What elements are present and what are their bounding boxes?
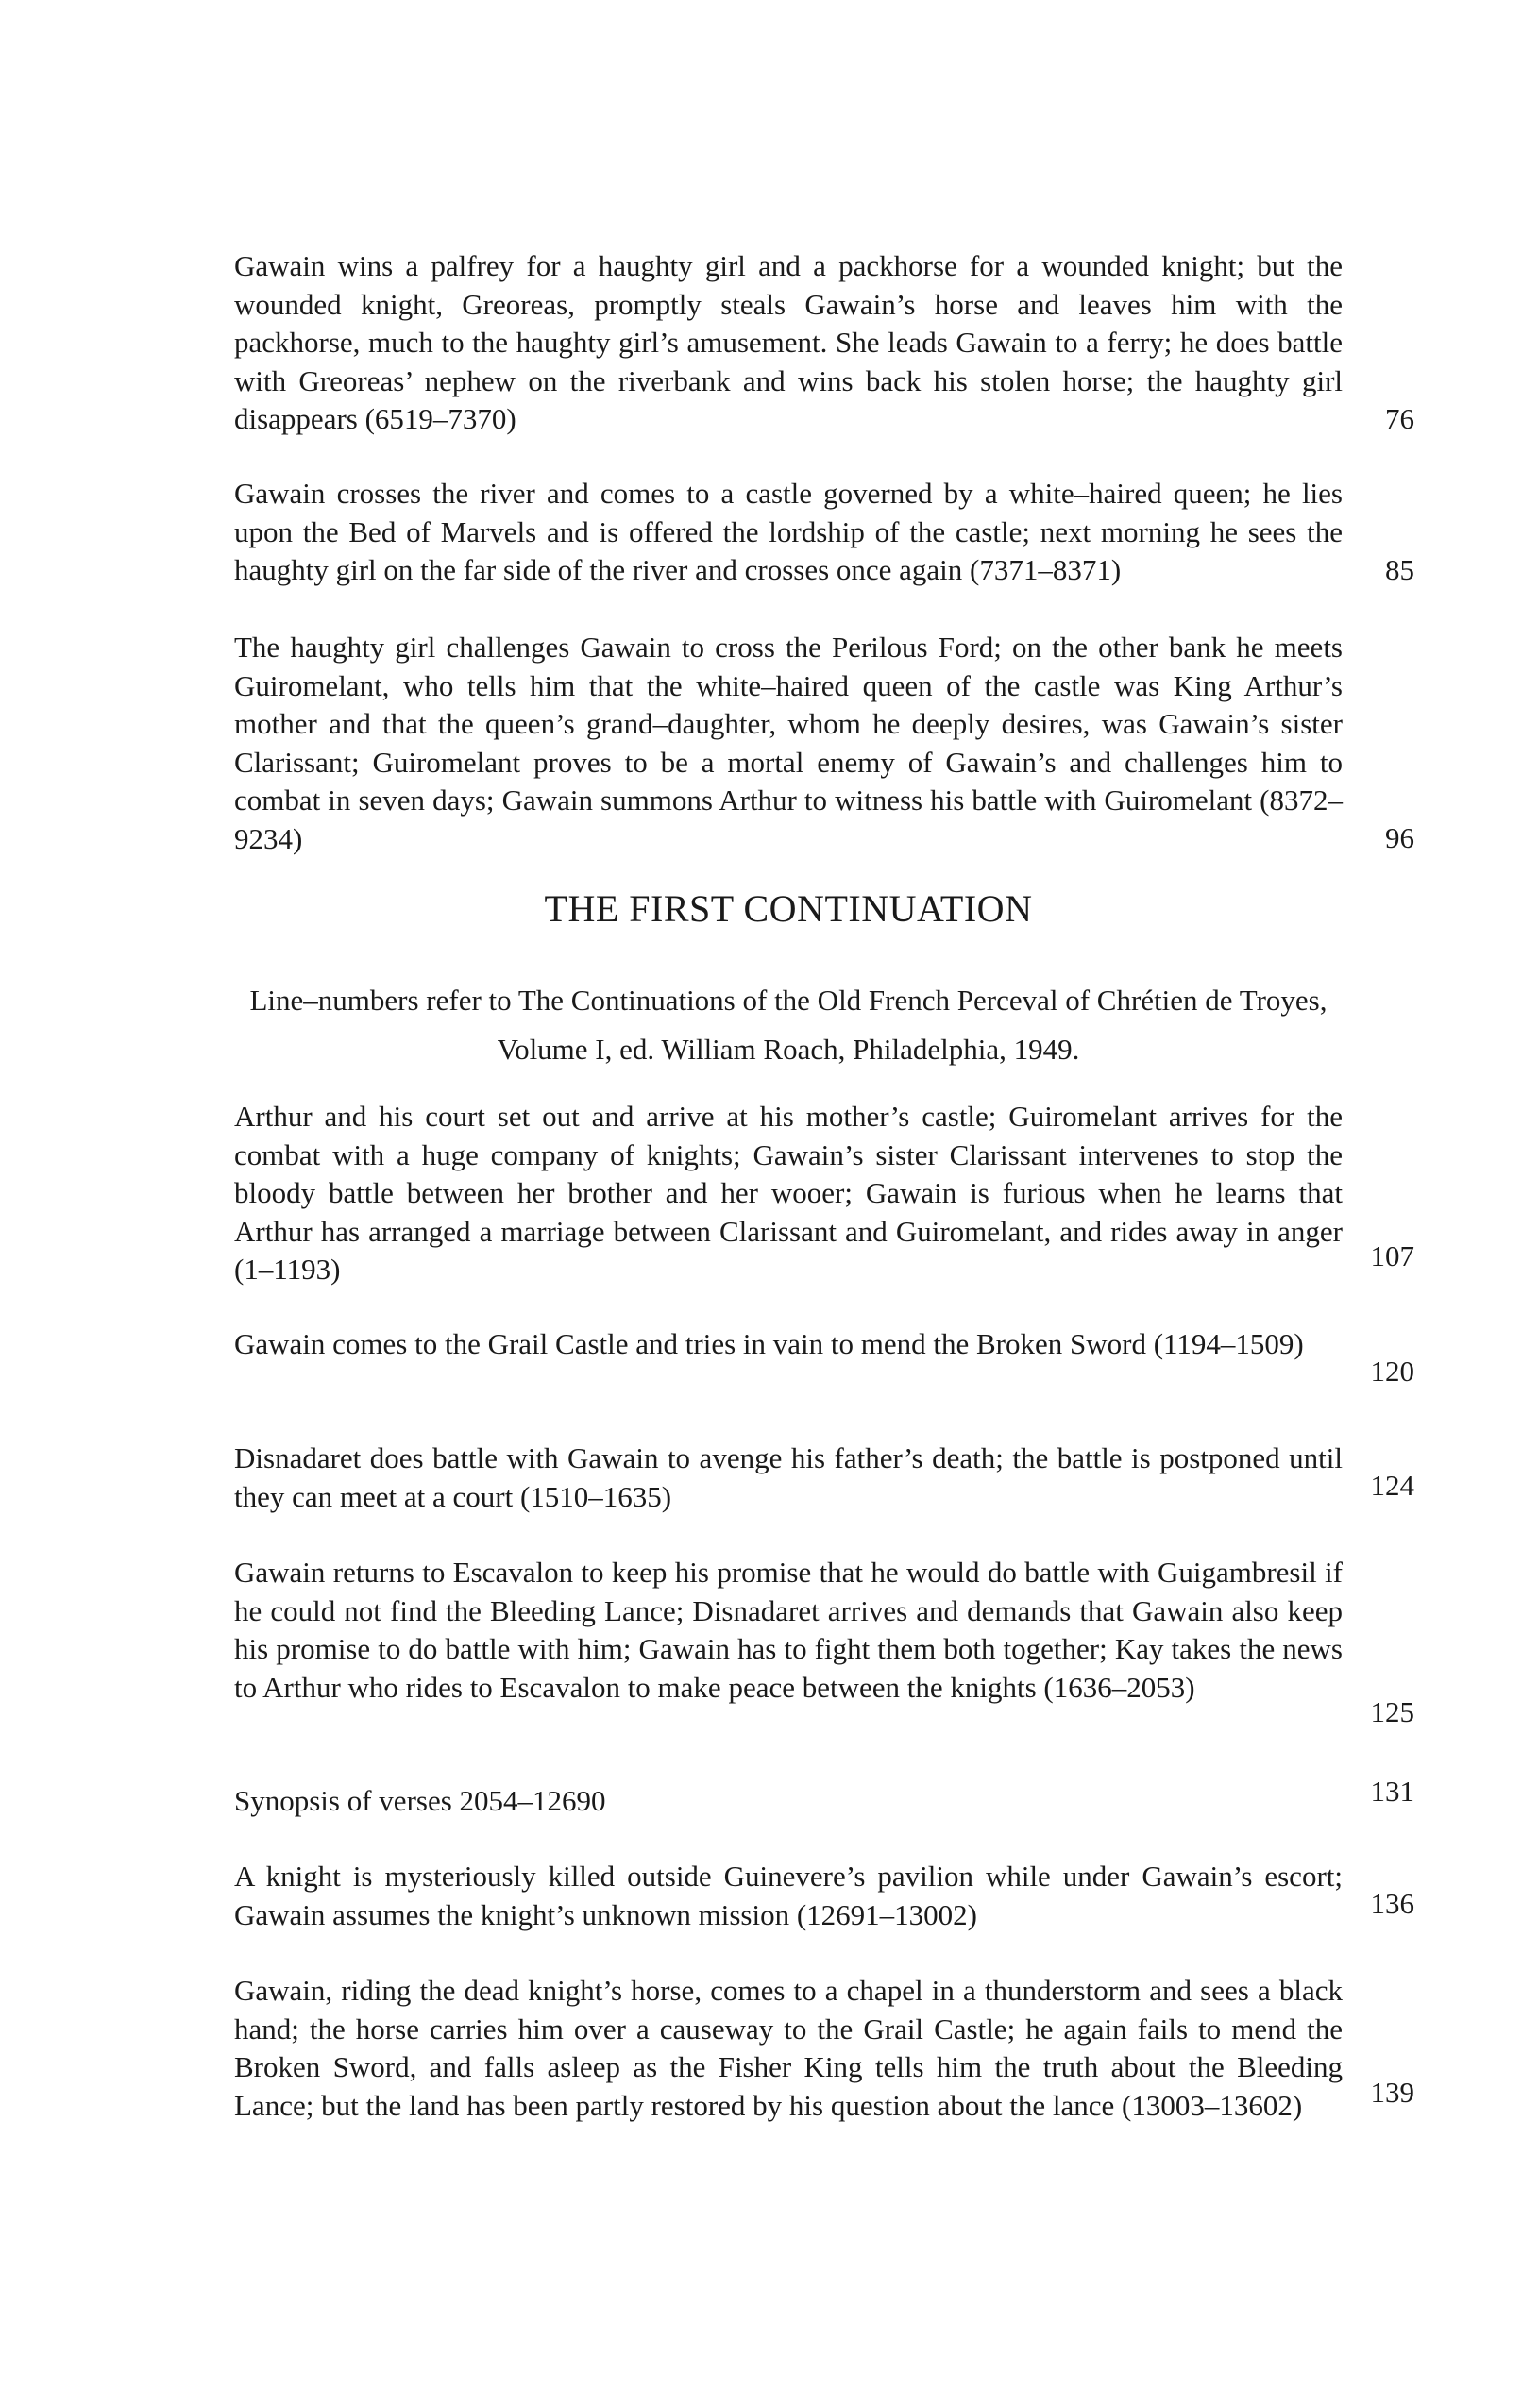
entry-summary: Disnadaret does battle with Gawain to avenge his father’s death; the battle is postponed until they can meet at a court (1510–1635) [234, 1441, 1343, 1513]
contents-entry [234, 1972, 1414, 2125]
entry-page-number: 136 [1370, 1887, 1414, 1920]
contents-entry [234, 1554, 1414, 1728]
entry-summary: Gawain comes to the Grail Castle and tries in vain to mend the Broken Sword (1194–1509) [234, 1327, 1304, 1360]
entry-page-number: 96 [1385, 821, 1414, 854]
entry-summary: Gawain returns to Escavalon to keep his promise that he would do battle with Guigambresil if he could not find the Bleeding Lance; Disnadaret arrives and demands that Gawain also keep his promise to do battle with him; Gawain has to fight them both together; Kay takes the news to Arthur who rides to Escavalon to make peace between the knights (1636–2053) [234, 1556, 1343, 1704]
contents-entry [234, 247, 1414, 439]
contents-entry [234, 1440, 1414, 1516]
entry-page-number: 139 [1370, 2076, 1414, 2109]
entry-summary: Gawain crosses the river and comes to a castle governed by a white–haired queen; he lies upon the Bed of Marvels and is offered the lordship of the castle; next morning he sees the haughty girl on the far side of the river and crosses once again (7371–8371) [234, 477, 1343, 586]
section-heading: THE FIRST CONTINUATION [544, 887, 1033, 930]
entry-page-number: 107 [1370, 1239, 1414, 1272]
entry-page-number: 125 [1370, 1695, 1414, 1728]
entry-page-number: 85 [1385, 553, 1414, 586]
entry-summary: Synopsis of verses 2054–12690 [234, 1784, 606, 1817]
contents-entry [234, 475, 1414, 590]
entry-page-number: 131 [1370, 1775, 1414, 1808]
entry-summary: Arthur and his court set out and arrive at his mother’s castle; Guiromelant arrives for the combat with a huge company of knights; Gawain’s sister Clarissant intervenes to stop the bloody battle between her brother and her wooer; Gawain is furious when he learns that Arthur has arranged a marriage between Clarissant and Guiromelant, and rides away in anger (1–1193) [234, 1100, 1343, 1286]
entry-page-number: 76 [1385, 402, 1414, 435]
section-note: Line–numbers refer to The Continuations of the Old French Perceval of Chrétien de Troyes, Volume I, ed. William Roach, Philadelphia, 1949. [249, 984, 1328, 1066]
contents-entry [234, 629, 1414, 858]
entry-page-number: 124 [1370, 1469, 1414, 1502]
entry-summary: A knight is mysteriously killed outside Guinevere’s pavilion while under Gawain’s escort; Gawain assumes the knight’s unknown mission (12691–13002) [234, 1860, 1343, 1931]
contents-entry [234, 1775, 1414, 1821]
contents-entry [234, 1325, 1414, 1388]
entry-page-number: 120 [1370, 1355, 1414, 1388]
contents-entry [234, 1098, 1414, 1289]
entry-summary: The haughty girl challenges Gawain to cross the Perilous Ford; on the other bank he meets Guiromelant, who tells him that the white–haired queen of the castle was King Arthur’s mother and that the queen’s grand–daughter, whom he deeply desires, was Gawain’s sister Clarissant; Guiromelant proves to be a mortal enemy of Gawain’s and challenges him to combat in seven days; Gawain summons Arthur to witness his battle with Guiromelant (8372–9234) [234, 631, 1343, 855]
contents-entry [234, 1858, 1414, 1934]
entry-summary: Gawain wins a palfrey for a haughty girl and a packhorse for a wounded knight; but the wounded knight, Greoreas, promptly steals Gawain’s horse and leaves him with the packhorse, much to the haughty girl’s amusement. She leads Gawain to a ferry; he does battle with Greoreas’ nephew on the riverbank and wins back his stolen horse; the haughty girl disappears (6519–7370) [234, 249, 1343, 435]
entry-summary: Gawain, riding the dead knight’s horse, comes to a chapel in a thunderstorm and sees a black hand; the horse carries him over a causeway to the Grail Castle; he again fails to mend the Broken Sword, and falls asleep as the Fisher King tells him the truth about the Bleeding Lance; but the land has been partly restored by his question about the lance (13003–13602) [234, 1974, 1343, 2122]
